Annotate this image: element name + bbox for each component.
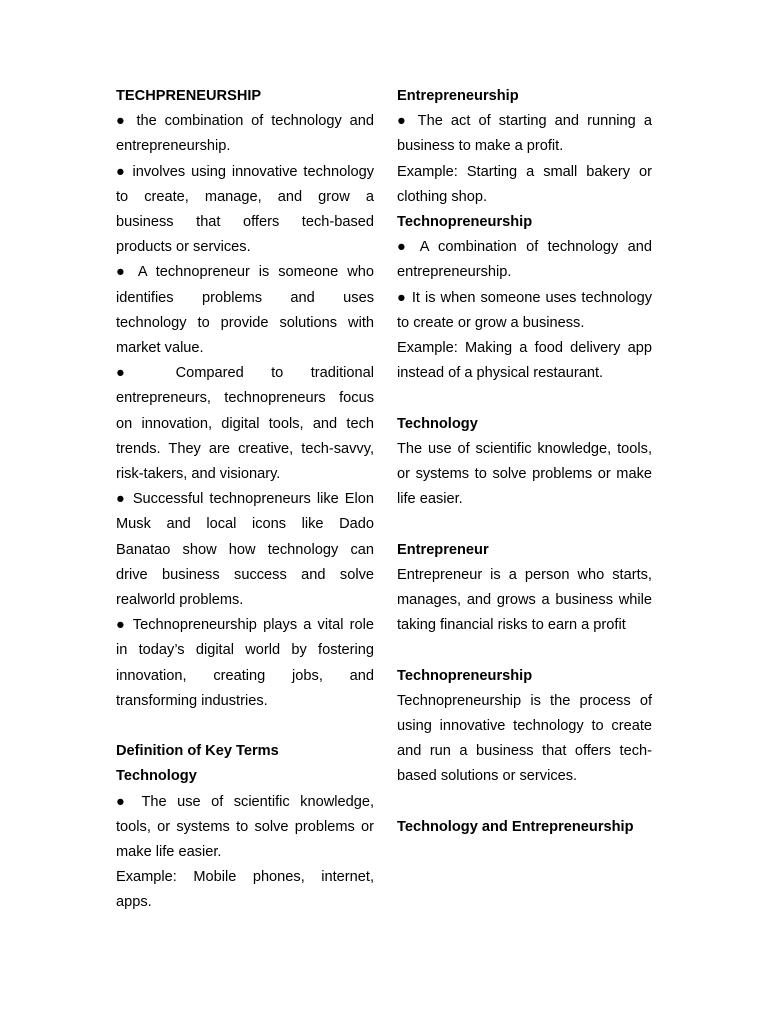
technology-definition-right: The use of scientific knowledge, tools, or systems to solve problems or make life easier. — [397, 440, 652, 508]
section-title-techpreneurship: TECHPRENEURSHIP — [116, 88, 262, 104]
spacer — [397, 512, 652, 537]
entrepreneurship-example: Example: Starting a small bakery or clothing shop. — [397, 163, 652, 205]
heading-technology: Technology — [116, 768, 197, 785]
entrepreneur-definition: Entrepreneur is a person who starts, manages, and grows a business while taking financial risks to earn a profit — [397, 566, 652, 634]
bullet-vital-role: ● Technopreneurship plays a vital role in today’s digital world by fostering innovation, creating jobs, and transforming industries. — [116, 617, 374, 709]
technopreneurship-example: Example: Making a food delivery app instead of a physical restaurant. — [397, 340, 652, 382]
bullet-successful: ● Successful technopreneurs like Elon Musk and local icons like Dado Banatao show how technology can drive business success and solve realworld problems. — [116, 491, 374, 609]
right-column — [397, 84, 652, 840]
spacer — [116, 714, 374, 739]
bullet-technology-definition: ● The use of scientific knowledge, tools, or systems to solve problems or make life easier. — [116, 793, 374, 861]
spacer — [397, 638, 652, 663]
technopreneurship-definition: Technopreneurship is the process of using innovative technology to create and run a business that offers tech-based solutions or services. — [397, 692, 652, 785]
heading-technopreneurship-2: Technopreneurship — [397, 667, 533, 684]
left-column — [116, 84, 374, 916]
bullet-technopreneurship-when: ● It is when someone uses technology to create or grow a business. — [397, 289, 652, 331]
heading-definition-key-terms: Definition of Key Terms — [116, 743, 279, 760]
spacer — [397, 386, 652, 411]
spacer — [397, 790, 652, 815]
bullet-definition: ● the combination of technology and entrepreneurship. — [116, 113, 374, 155]
heading-entrepreneur: Entrepreneur — [397, 541, 489, 558]
bullet-involves: ● involves using innovative technology to create, manage, and grow a business that offers tech-based products or services. — [116, 163, 374, 256]
bullet-technopreneur: ● A technopreneur is someone who identifies problems and uses technology to provide solutions with market value. — [116, 264, 374, 357]
bullet-entrepreneurship-definition: ● The act of starting and running a business to make a profit. — [397, 113, 652, 155]
bullet-technopreneurship-combination: ● A combination of technology and entrepreneurship. — [397, 239, 652, 281]
heading-entrepreneurship: Entrepreneurship — [397, 88, 519, 104]
technology-example: Example: Mobile phones, internet, apps. — [116, 869, 374, 911]
bullet-compared: ● Compared to traditional entrepreneurs, technopreneurs focus on innovation, digital tools, and tech trends. They are creative, tech-savvy, risk-takers, and visionary. — [116, 365, 374, 483]
heading-technology-and-entrepreneurship: Technology and Entrepreneurship — [397, 818, 634, 835]
heading-technology-right: Technology — [397, 415, 478, 432]
heading-technopreneurship: Technopreneurship — [397, 214, 533, 231]
